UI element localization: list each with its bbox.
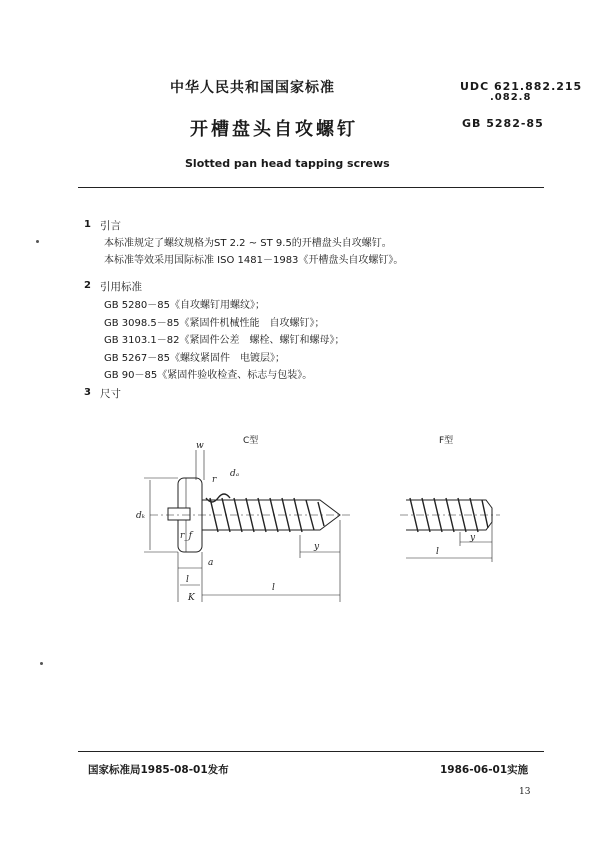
dim-l: l (272, 583, 275, 593)
page-number: 13 (519, 787, 531, 797)
figure-label-type-c: C型 (243, 436, 259, 446)
dim-r: r (212, 475, 217, 485)
type-f-screw-end-drawing (400, 480, 510, 570)
issued-date: 国家标准局1985-08-01发布 (88, 764, 229, 776)
reference-item: GB 90－85《紧固件验收检查、标志与包装》。 (104, 370, 313, 381)
dim-y: y (314, 542, 320, 552)
reference-item: GB 5267－85《螺纹紧固件 电镀层》； (104, 352, 285, 364)
dim-k: K (188, 593, 195, 603)
dim-rf: r_f (180, 531, 193, 541)
section-1-title: 引言 (100, 220, 121, 232)
title-chinese: 开槽盘头自攻螺钉 (190, 119, 358, 140)
section-1-para-1: 本标准规定了螺纹规格为ST 2.2 ~ ST 9.5的开槽盘头自攻螺钉。 (104, 238, 392, 249)
dim-l-short: l (186, 575, 189, 585)
dim-l-f: l (436, 547, 439, 557)
type-c-screw-drawing (130, 440, 360, 610)
gb-number: GB 5282-85 (462, 117, 544, 130)
reference-item: GB 3098.5－85《紧固件机械性能 自攻螺钉》； (104, 317, 325, 329)
section-2-title: 引用标准 (100, 281, 142, 293)
udc-code-cont: .082.8 (490, 92, 532, 103)
dim-a: a (208, 558, 214, 568)
dim-da: dₐ (230, 469, 240, 479)
section-1-number: 1 (84, 219, 91, 230)
reference-item: GB 5280－85《自攻螺钉用螺纹》； (104, 300, 265, 311)
section-2-number: 2 (84, 280, 91, 291)
reference-item: GB 3103.1－82《紧固件公差 螺栓、螺钉和螺母》； (104, 335, 345, 346)
dim-y-f: y (470, 533, 476, 543)
section-1-para-2: 本标准等效采用国际标准 ISO 1481－1983《开槽盘头自攻螺钉》。 (104, 255, 404, 266)
udc-code: UDC 621.882.215 (460, 80, 583, 93)
figure-label-type-f: F型 (439, 436, 454, 446)
standard-name: 中华人民共和国国家标准 (170, 80, 335, 96)
title-english: Slotted pan head tapping screws (185, 157, 390, 170)
header-rule (78, 187, 544, 188)
dim-w: w (196, 441, 204, 451)
screw-slot (168, 508, 190, 520)
footer-rule (78, 751, 544, 752)
implemented-date: 1986-06-01实施 (440, 764, 529, 776)
section-3-title: 尺寸 (100, 388, 121, 400)
scan-mark (36, 240, 39, 243)
dim-dk: dₖ (136, 511, 146, 521)
scan-mark (40, 662, 43, 665)
reference-list (104, 297, 345, 385)
section-3-number: 3 (84, 387, 91, 398)
